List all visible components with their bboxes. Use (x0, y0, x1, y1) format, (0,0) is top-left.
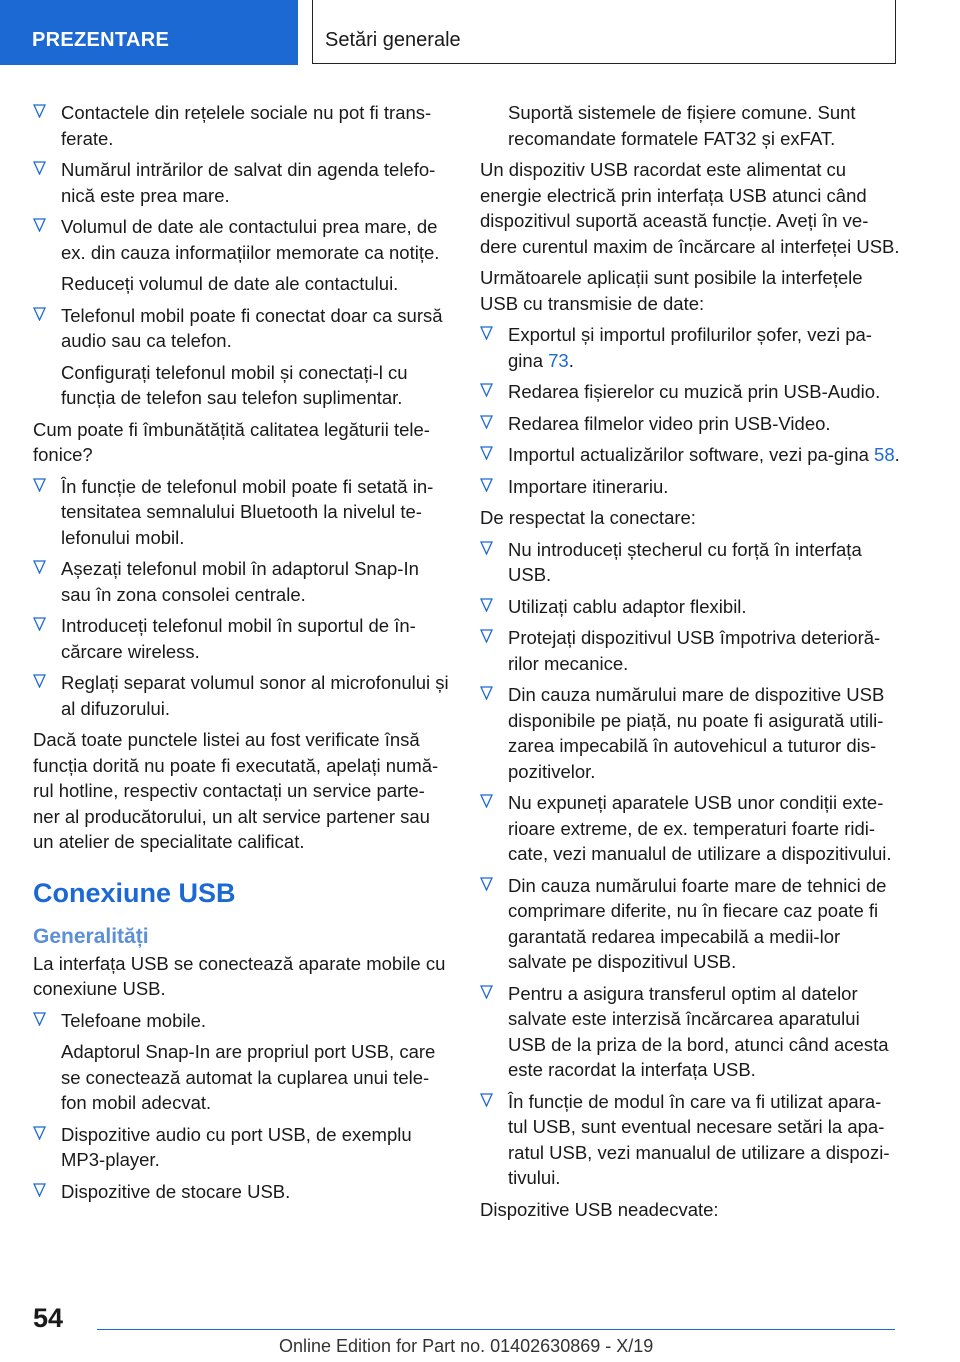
list-item (480, 474, 900, 500)
triangle-bullet-icon (33, 104, 46, 118)
list-item-text: Dispozitive audio cu port USB, de exemplu MP3-player. (61, 1123, 412, 1170)
list-item-text: Importare itinerariu. (508, 475, 669, 497)
list-item (33, 303, 451, 354)
triangle-bullet-icon (33, 617, 46, 631)
footer-edition-text: Online Edition for Part no. 01402630869 - X/19 (279, 1336, 654, 1356)
list-item (33, 100, 451, 151)
list-item-text: Contactele din rețelele sociale nu pot fi trans‐ferate. (61, 102, 432, 149)
triangle-bullet-icon (33, 161, 46, 175)
list-item (480, 981, 900, 1083)
page-link[interactable]: 58 (874, 444, 895, 465)
triangle-bullet-icon (33, 1012, 46, 1026)
list-item (33, 1122, 451, 1173)
list-item-text: Telefoane mobile. (61, 1009, 207, 1031)
triangle-bullet-icon (480, 794, 493, 808)
triangle-bullet-icon (480, 326, 493, 340)
list-item-text: Nu expuneți aparatele USB unor condiții exte‐rioare extreme, de ex. temperaturi foarte ridi‐cate, vezi manualul de utilizare a dispozitivului. (508, 792, 892, 864)
paragraph: Un dispozitiv USB racordat este alimentat cu energie electrică prin interfața USB atunci când dispozitivul suportă această funcție. Aveți în ve‐dere curentul maxim de încărcare al interfeței USB. (480, 159, 900, 257)
list-item (33, 214, 451, 265)
triangle-bullet-icon (33, 560, 46, 574)
paragraph: Dispozitive USB neadecvate: (480, 1198, 719, 1220)
list-item (33, 613, 451, 664)
triangle-bullet-icon (33, 1126, 46, 1140)
list-item-text: Volumul de date ale contactului prea mare, de ex. din cauza informațiilor memorate ca notițe. (61, 216, 440, 263)
triangle-bullet-icon (480, 877, 493, 891)
triangle-bullet-icon (480, 686, 493, 700)
triangle-bullet-icon (480, 446, 493, 460)
triangle-bullet-icon (480, 629, 493, 643)
list-item-text: Redarea fișierelor cu muzică prin USB-Audio. (508, 381, 881, 402)
list-item-text: Telefonul mobil poate fi conectat doar ca sursă audio sau ca telefon. (61, 304, 443, 351)
list-item-text: Din cauza numărului mare de dispozitive USB disponibile pe piață, nu poate fi asigurată utili‐zarea impecabilă în autovehicul a tuturor dis‐pozitivelor. (508, 684, 885, 782)
right-column (480, 100, 900, 1228)
list-item-note: Configurați telefonul mobil și conectați-l cu funcția de telefon sau telefon suplimentar. (61, 361, 408, 408)
list-item (480, 537, 900, 588)
triangle-bullet-icon (480, 415, 493, 429)
list-item-text: Exportul și importul profilurilor șofer, vezi pa‐gina (508, 324, 872, 371)
triangle-bullet-icon (480, 985, 493, 999)
list-item (480, 625, 900, 676)
list-item-text: Reglați separat volumul sonor al microfonului și al difuzorului. (61, 672, 449, 719)
list-item (33, 1179, 451, 1205)
page-number: 54 (33, 1303, 64, 1333)
footer-divider (97, 1329, 895, 1330)
page-header (0, 0, 960, 66)
list-item (480, 873, 900, 975)
list-item (33, 556, 451, 607)
paragraph: De respectat la conectare: (480, 507, 696, 528)
topic-tab-label: Setări generale (325, 29, 461, 51)
page-link[interactable]: 73 (548, 349, 569, 371)
list-item (480, 379, 900, 405)
list-item (33, 670, 451, 721)
triangle-bullet-icon (33, 1183, 46, 1197)
list-item (33, 157, 451, 208)
list-item: Exportul și importul profilurilor șofer, vezi pa‐gina 73. (480, 322, 900, 373)
triangle-bullet-icon (33, 674, 46, 688)
list-item-text: Importul actualizărilor software, vezi pa‐gina (508, 444, 875, 465)
triangle-bullet-icon (33, 478, 46, 492)
list-item (480, 682, 900, 784)
list-item-text: Pentru a asigura transferul optim al datelor salvate este interzisă încărcarea aparatului USB de la priza de la bord, atunci când acesta este racordat la interfața USB. (508, 982, 889, 1080)
section-heading: Conexiune USB (33, 877, 236, 908)
triangle-bullet-icon (480, 541, 493, 555)
list-item-text: Numărul intrărilor de salvat din agenda telefo‐nică este prea mare. (61, 159, 436, 206)
triangle-bullet-icon (33, 218, 46, 232)
list-item-text: Protejați dispozitivul USB împotriva deterioră‐rilor mecanice. (508, 627, 881, 674)
list-item-text: Utilizați cablu adaptor flexibil. (508, 595, 747, 617)
left-column (33, 100, 451, 1210)
list-item-text: Dispozitive de stocare USB. (61, 1180, 291, 1202)
list-item-text: Din cauza numărului foarte mare de tehnici de comprimare diferite, nu în fiecare caz poate fi garantată redarea impecabilă a medii‐lor salvate pe dispozitivul USB. (508, 874, 887, 972)
paragraph: Dacă toate punctele listei au fost verificate însă funcția dorită nu poate fi executată, apelați numă‐rul hotline, respectiv contactați un service parte‐ner al producătorului, un alt service partener sau un atelier de specialitate calificat. (33, 729, 439, 852)
triangle-bullet-icon (480, 598, 493, 612)
section-tab (0, 0, 298, 65)
list-item (480, 411, 900, 437)
triangle-bullet-icon (480, 1093, 493, 1107)
list-item-text: În funcție de modul în care va fi utilizat apara‐tul USB, sunt eventual necesare setări la apa‐ratul USB, vezi manualul de utilizare a dispozi‐tivului. (508, 1090, 890, 1188)
list-item-text: Introduceți telefonul mobil în suportul de în‐cărcare wireless. (61, 615, 416, 662)
paragraph: Următoarele aplicații sunt posibile la interfețele USB cu transmisie de date: (480, 267, 863, 314)
list-item (480, 1089, 900, 1191)
paragraph: Cum poate fi îmbunătățită calitatea legăturii tele‐fonice? (33, 418, 430, 465)
list-item-note: Adaptorul Snap-In are propriul port USB, care se conectează automat la cuplarea unui tele‐fon mobil adecvat. (61, 1041, 436, 1113)
list-item-text: Redarea filmelor video prin USB-Video. (508, 412, 831, 434)
triangle-bullet-icon (480, 383, 493, 397)
topic-tab (312, 0, 896, 64)
subsection-heading: Generalități (33, 924, 149, 948)
triangle-bullet-icon (33, 307, 46, 321)
list-item (33, 474, 451, 551)
list-item (33, 1008, 451, 1034)
list-item-text: Așezați telefonul mobil în adaptorul Snap-In sau în zona consolei centrale. (61, 558, 419, 605)
list-item: Importul actualizărilor software, vezi pa‐gina 58. (480, 442, 900, 468)
list-item-text: În funcție de telefonul mobil poate fi setată in‐tensitatea semnalului Bluetooth la nivelul te‐lefonului mobil. (61, 475, 434, 548)
list-item-text: Nu introduceți ștecherul cu forță în interfața USB. (508, 538, 862, 585)
section-tab-label: PREZENTARE (32, 29, 170, 51)
triangle-bullet-icon (480, 478, 493, 492)
list-item (480, 790, 900, 867)
list-item-note: Suportă sistemele de fișiere comune. Sunt recomandate formatele FAT32 și exFAT. (508, 102, 856, 149)
paragraph: La interfața USB se conectează aparate mobile cu conexiune USB. (33, 952, 446, 999)
list-item (480, 594, 900, 620)
list-item-note: Reduceți volumul de date ale contactului. (61, 273, 399, 294)
